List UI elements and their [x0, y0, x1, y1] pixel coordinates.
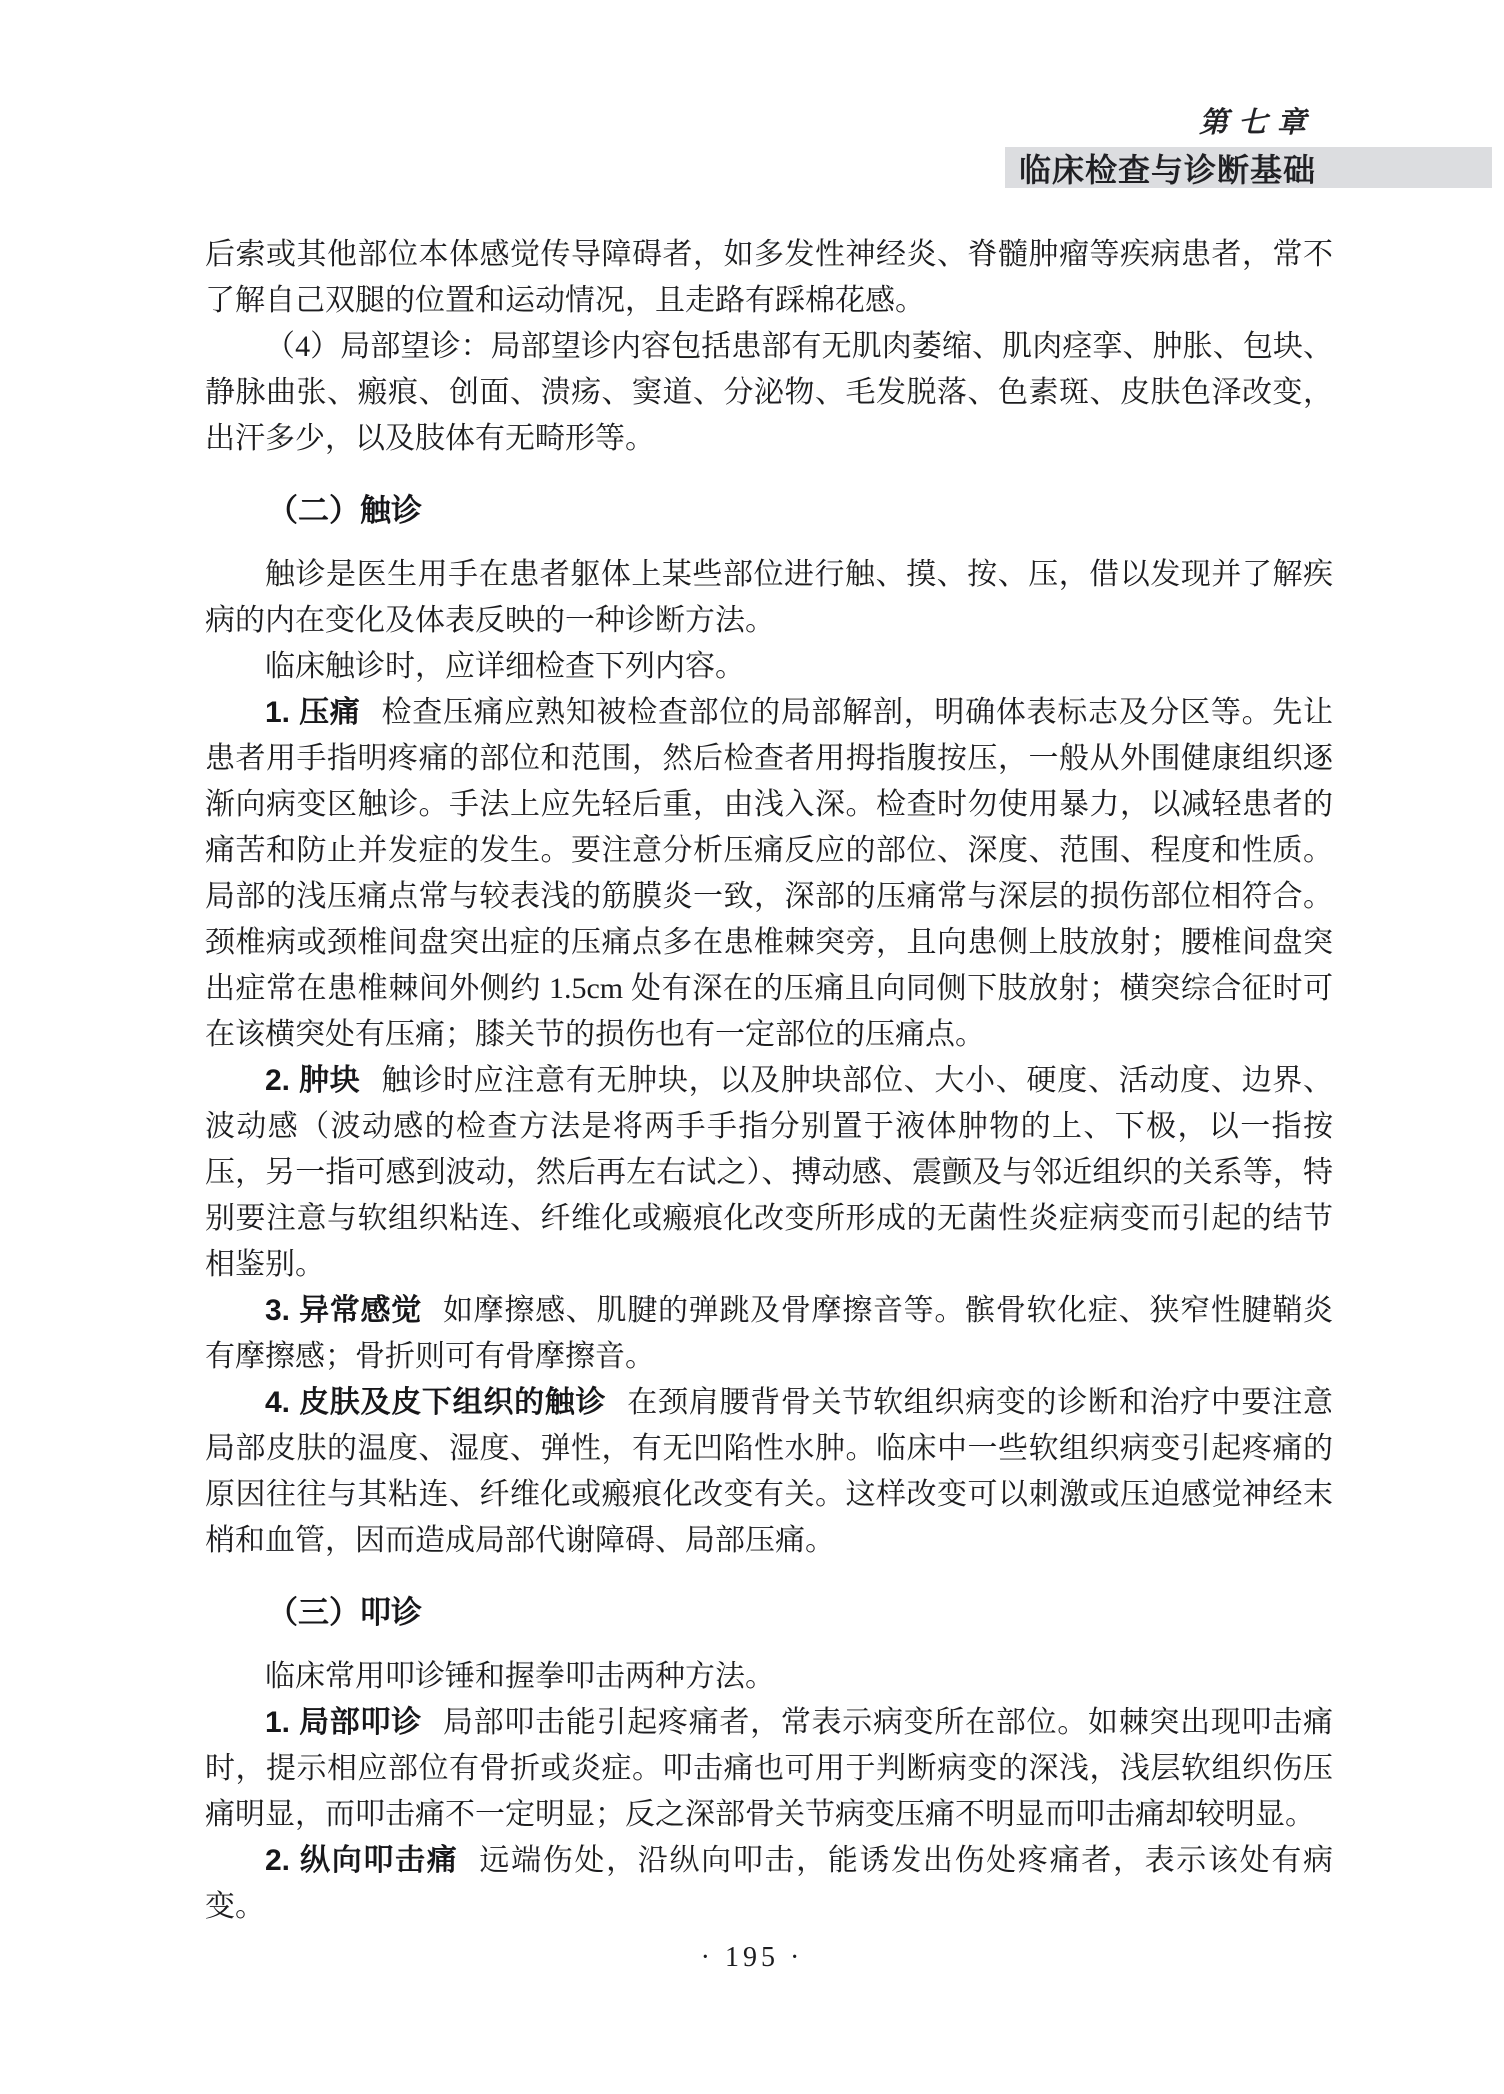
item-text: 触诊时应注意有无肿块，以及肿块部位、大小、硬度、活动度、边界、波动感（波动感的检查方法是将两手手指分别置于液体肿物的上、下极，以一指按压，另一指可感到波动，然后再左右试之）、搏动感、震颤及与邻近组织的关系等，特别要注意与软组织粘连、纤维化或瘢痕化改变所形成的无菌性炎症病变而引起的结节相鉴别。: [205, 1064, 1334, 1281]
chapter-label: 第七章: [1198, 105, 1316, 139]
paragraph: 临床常用叩诊锤和握拳叩击两种方法。: [265, 1660, 775, 1693]
item-text: 如摩擦感、肌腱的弹跳及骨摩擦音等。髌骨软化症、狭窄性腱鞘炎有摩擦感；骨折则可有骨摩擦音。: [205, 1294, 1333, 1373]
section-heading: （三）叩诊: [267, 1595, 422, 1630]
item-label: 1. 压痛: [265, 696, 361, 729]
chapter-title: 临床检查与诊断基础: [1019, 151, 1317, 188]
page-number: · 195 ·: [700, 1942, 804, 1973]
item-label: 3. 异常感觉: [265, 1294, 422, 1327]
item-label: 2. 纵向叩击痛: [265, 1844, 459, 1877]
numbered-item: [205, 1288, 1333, 1380]
paragraph: 触诊是医生用手在患者躯体上某些部位进行触、摸、按、压，借以发现并了解疾病的内在变化及体表反映的一种诊断方法。: [205, 558, 1333, 637]
chapter-title-bar: [1005, 147, 1492, 188]
paragraph: 临床触诊时，应详细检查下列内容。: [265, 650, 745, 683]
section-heading: （二）触诊: [267, 493, 422, 528]
numbered-item: [205, 690, 1333, 1058]
numbered-item: [205, 1838, 1333, 1930]
numbered-item: [205, 1058, 1333, 1288]
item-label: 4. 皮肤及皮下组织的触诊: [265, 1386, 607, 1419]
item-label: 2. 肿块: [265, 1064, 361, 1097]
paragraph: （4）局部望诊：局部望诊内容包括患部有无肌肉萎缩、肌肉痉挛、肿胀、包块、静脉曲张、瘢痕、创面、溃疡、窦道、分泌物、毛发脱落、色素斑、皮肤色泽改变，出汗多少，以及肢体有无畸形等。: [205, 330, 1333, 455]
numbered-item: [205, 1700, 1333, 1838]
item-text: 在颈肩腰背骨关节软组织病变的诊断和治疗中要注意局部皮肤的温度、湿度、弹性，有无凹陷性水肿。临床中一些软组织病变引起疼痛的原因往往与其粘连、纤维化或瘢痕化改变有关。这样改变可以刺激或压迫感觉神经末梢和血管，因而造成局部代谢障碍、局部压痛。: [205, 1386, 1333, 1557]
item-label: 1. 局部叩诊: [265, 1706, 422, 1739]
item-text: 检查压痛应熟知被检查部位的局部解剖，明确体表标志及分区等。先让患者用手指明疼痛的部位和范围，然后检查者用拇指腹按压，一般从外围健康组织逐渐向病变区触诊。手法上应先轻后重，由浅入深。检查时勿使用暴力，以减轻患者的痛苦和防止并发症的发生。要注意分析压痛反应的部位、深度、范围、程度和性质。局部的浅压痛点常与较表浅的筋膜炎一致，深部的压痛常与深层的损伤部位相符合。颈椎病或颈椎间盘突出症的压痛点多在患椎棘突旁，且向患侧上肢放射；腰椎间盘突出症常在患椎棘间外侧约 1.5cm 处有深在的压痛且向同侧下肢放射；横突综合征时可在该横突处有压痛；膝关节的损伤也有一定部位的压痛点。: [205, 696, 1334, 1051]
item-text: 局部叩击能引起疼痛者，常表示病变所在部位。如棘突出现叩击痛时，提示相应部位有骨折或炎症。叩击痛也可用于判断病变的深浅，浅层软组织伤压痛明显，而叩击痛不一定明显；反之深部骨关节病变压痛不明显而叩击痛却较明显。: [205, 1706, 1333, 1831]
page-content: [205, 232, 1333, 1930]
item-text: 远端伤处，沿纵向叩击，能诱发出伤处疼痛者，表示该处有病变。: [205, 1844, 1334, 1923]
numbered-item: [205, 1380, 1333, 1564]
paragraph: 后索或其他部位本体感觉传导障碍者，如多发性神经炎、脊髓肿瘤等疾病患者，常不了解自己双腿的位置和运动情况，且走路有踩棉花感。: [205, 238, 1333, 317]
